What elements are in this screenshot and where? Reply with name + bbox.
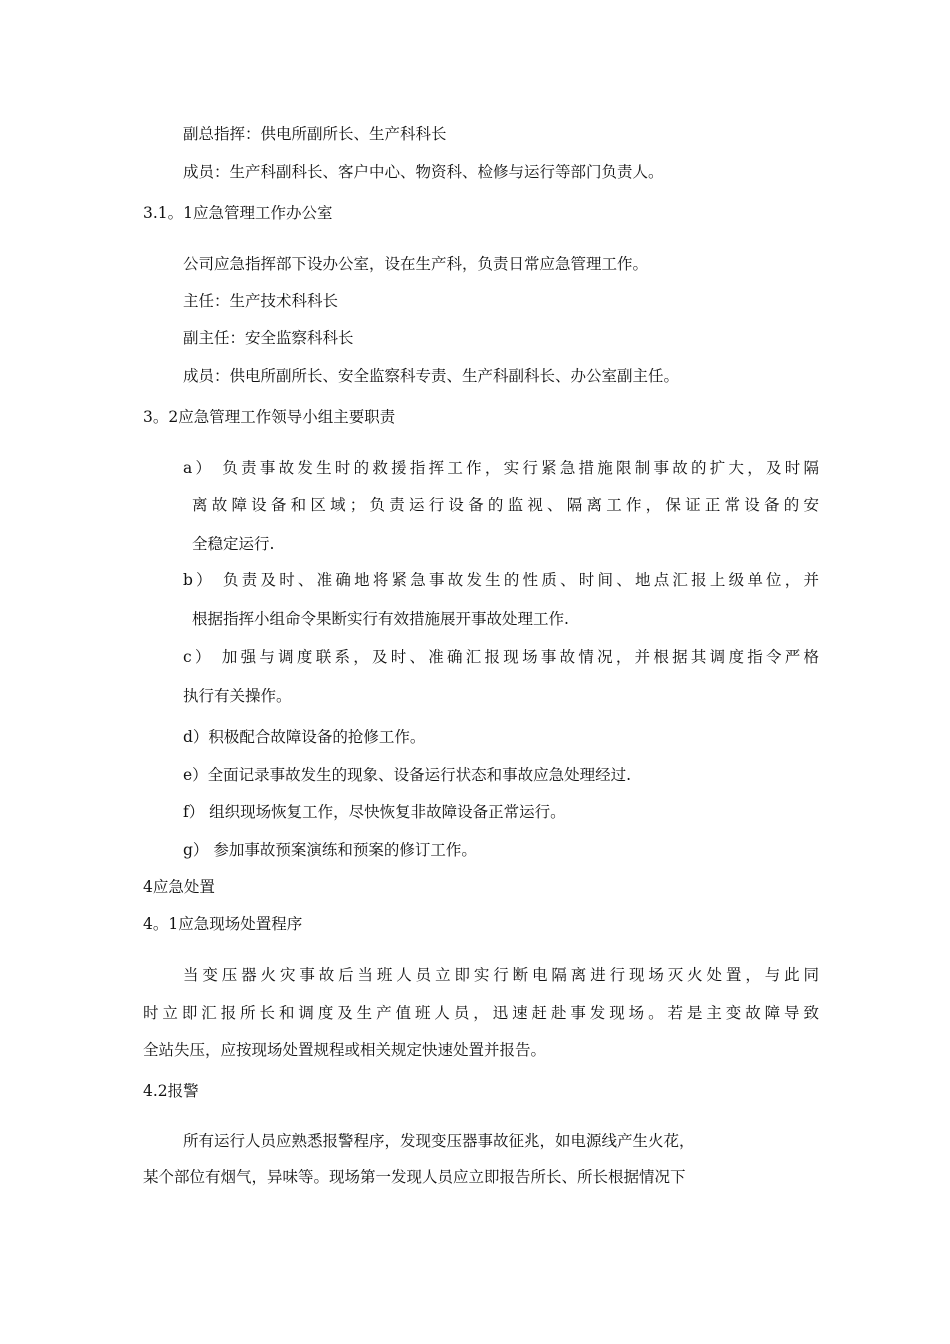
item-b-line-1: b） 负责及时、准确地将紧急事故发生的性质、时间、地点汇报上级单位，并 xyxy=(183,571,819,589)
item-a-line-1: a） 负责事故发生时的救援指挥工作，实行紧急措施限制事故的扩大，及时隔 xyxy=(183,459,819,477)
director-line: 主任：生产技术科科长 xyxy=(183,292,339,310)
item-a-line-3: 全稳定运行. xyxy=(192,535,275,553)
heading-3-1-1: 3.1。1应急管理工作办公室 xyxy=(143,204,333,222)
members-line-1: 成员：生产科副科长、客户中心、物资科、检修与运行等部门负责人。 xyxy=(183,163,664,181)
para-4-1-line-2: 时立即汇报所长和调度及生产值班人员，迅速赶赴事发现场。若是主变故障导致 xyxy=(143,1004,819,1022)
item-f-line: f） 组织现场恢复工作，尽快恢复非故障设备正常运行。 xyxy=(183,803,566,821)
para-4-1-line-3: 全站失压，应按现场处置规程或相关规定快速处置并报告。 xyxy=(143,1041,547,1059)
item-e-line: e）全面记录事故发生的现象、设备运行状态和事故应急处理经过. xyxy=(183,766,632,784)
heading-3-2: 3。2应急管理工作领导小组主要职责 xyxy=(143,408,396,426)
item-c-line-1: c） 加强与调度联系，及时、准确汇报现场事故情况，并根据其调度指令严格 xyxy=(183,648,819,666)
para-4-1-line-1: 当变压器火灾事故后当班人员立即实行断电隔离进行现场灭火处置，与此同 xyxy=(183,966,819,984)
para-4-2-line-2: 某个部位有烟气，异味等。现场第一发现人员应立即报告所长、所长根据情况下 xyxy=(143,1168,686,1186)
item-g-line: g） 参加事故预案演练和预案的修订工作。 xyxy=(183,841,477,859)
heading-4-1: 4。1应急现场处置程序 xyxy=(143,915,303,933)
office-setup-line: 公司应急指挥部下设办公室，设在生产科，负责日常应急管理工作。 xyxy=(183,255,649,273)
item-b-line-2: 根据指挥小组命令果断实行有效措施展开事故处理工作. xyxy=(192,610,569,628)
heading-4-2: 4.2报警 xyxy=(143,1082,199,1100)
para-4-2-line-1: 所有运行人员应熟悉报警程序，发现变压器事故征兆，如电源线产生火花， xyxy=(183,1132,695,1150)
heading-4: 4应急处置 xyxy=(143,878,215,896)
members-line-2: 成员：供电所副所长、安全监察科专责、生产科副科长、办公室副主任。 xyxy=(183,367,680,385)
deputy-director-line: 副主任：安全监察科科长 xyxy=(183,329,354,347)
item-a-line-2: 离故障设备和区域；负责运行设备的监视、隔离工作，保证正常设备的安 xyxy=(192,496,819,514)
deputy-commander-line: 副总指挥：供电所副所长、生产科科长 xyxy=(183,125,447,143)
item-c-line-2: 执行有关操作。 xyxy=(183,687,292,705)
item-d-line: d）积极配合故障设备的抢修工作。 xyxy=(183,728,426,746)
